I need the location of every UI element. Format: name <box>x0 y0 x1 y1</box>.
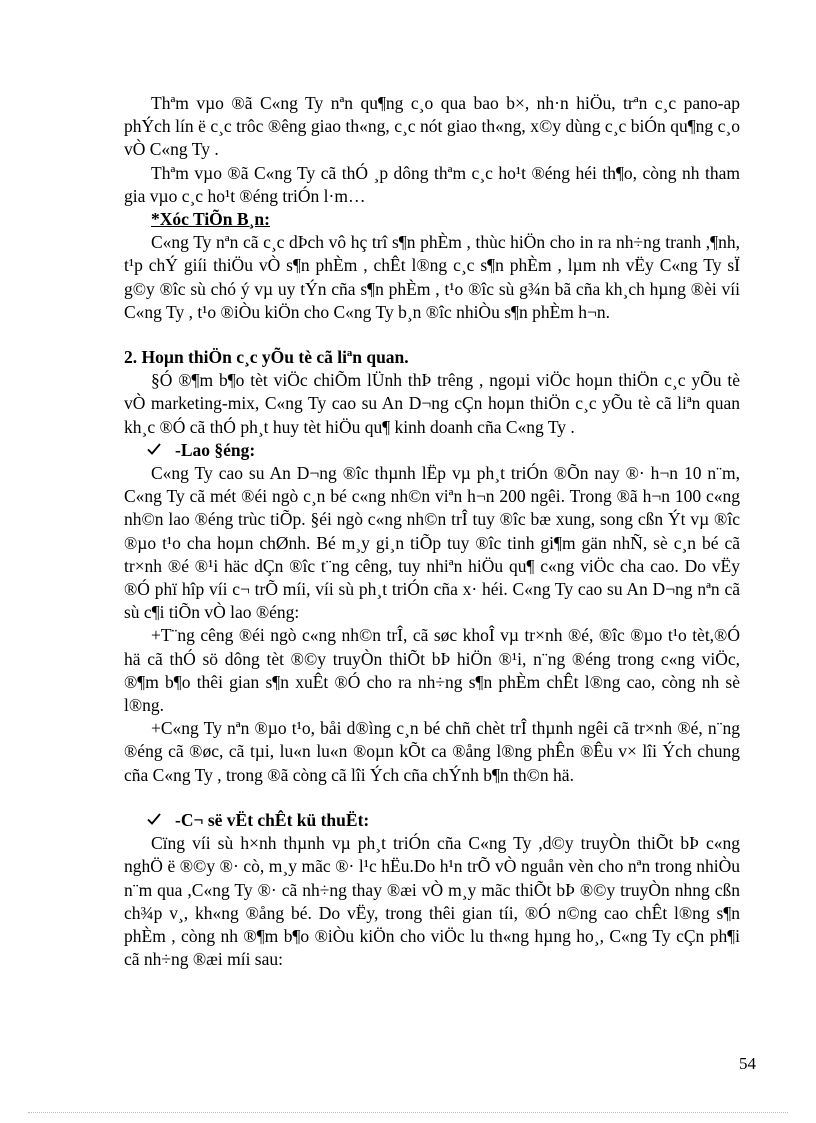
page-bottom-divider <box>28 1112 788 1113</box>
body-paragraph: §Ó ®¶m b¶o tèt viÖc chiÕm lÜnh thÞ trêng , ngoµi viÖc hoµn thiÖn c¸c yÕu tè vÒ marketing-mix, C«ng Ty cao su An D¬ng cÇn hoµn thiÖn c¸c yÕu tè cã liªn quan kh¸c ®Ó cã thÓ ph¸t huy tèt hiÖu qu¶ kinh doanh cña C«ng Ty . <box>124 370 740 437</box>
page-body <box>124 92 740 971</box>
section-heading-sales <box>124 208 740 231</box>
body-paragraph: Thªm vµo ®ã C«ng Ty nªn qu¶ng c¸o qua bao b×, nh·n hiÖu, trªn c¸c pano-ap phÝch lín ë c¸c trôc ®êng giao th«ng, c¸c nót giao th«ng, x©y dùng c¸c biÓn qu¶ng c¸o vÒ C«ng Ty . <box>124 93 740 160</box>
checkmark-icon <box>147 809 169 832</box>
body-paragraph: Thªm vµo ®ã C«ng Ty cã thÓ ¸p dông thªm c¸c ho¹t ®éng héi th¶o, còng nh tham gia vµo c¸c ho¹t ®éng triÓn l·m… <box>124 162 740 206</box>
body-paragraph: +T¨ng cêng ®éi ngò c«ng nh©n trÎ, cã søc khoÎ vµ tr×nh ®é, ®îc ®µo t¹o tèt,®Ó hä cã thÓ sö dông tèt ®©y truyÒn thiÕt bÞ hiÖn ®¹i, n¨ng ®éng trong c«ng viÖc, ®¶m b¶o thêi gian s¶n xuÊt ®Ó cho ra nh÷ng s¶n phÈm chÊt l®ng cao, còng nh sè l®ng. <box>124 625 740 716</box>
bullet-heading-facilities <box>124 809 740 832</box>
checkmark-icon <box>147 439 169 462</box>
body-paragraph: C«ng Ty nªn cã c¸c dÞch vô hç trî s¶n phÈm , thùc hiÖn cho in ra nh÷ng tranh ,¶nh, t¹p chÝ giíi thiÖu vÒ s¶n phÈm , chÊt l®ng c¸c s¶n phÈm , lµm nh vËy C«ng Ty sÏ g©y ®îc sù chó ý vµ uy tÝn cña s¶n phÈm , t¹o ®îc sù g¾n bã cña kh¸ch hµng ®èi víi C«ng Ty , t¹o ®iÒu kiÖn cho C«ng Ty b¸n ®îc nhiÒu s¶n phÈm h¬n. <box>124 232 740 322</box>
page-number: 54 <box>739 1054 756 1073</box>
body-paragraph: C«ng Ty cao su An D¬ng ®îc thµnh lËp vµ ph¸t triÓn ®Õn nay ®· h¬n 10 n¨m, C«ng Ty cã mét ®éi ngò c¸n bé c«ng nh©n viªn h¬n 200 ngêi. Trong ®ã h¬n 100 c«ng nh©n lao ®éng trùc tiÕp. §éi ngò c«ng nh©n trÎ tuy ®îc bæ xung, song cßn Ýt vµ ®îc ®µo t¹o cha hoµn chØnh. Bé m¸y gi¸n tiÕp tuy ®îc tinh gi¶m gän nhÑ, sè c¸n bé cã tr×nh ®é ®¹i häc dÇn ®îc t¨ng cêng, tuy nhiªn hiÖu qu¶ c«ng viÖc cha cao. Do vËy ®Ó phï hîp víi c¬ trÕ míi, víi sù ph¸t triÓn cña x· héi. C«ng Ty cao su An D¬ng nªn cã sù c¶i tiÕn vÒ lao ®éng: <box>124 463 740 623</box>
body-paragraph: +C«ng Ty nªn ®µo t¹o, båi d®ìng c¸n bé chñ chèt trÎ thµnh ngêi cã tr×nh ®é, n¨ng ®éng cã ®øc, cã tµi, lu«n lu«n ®oµn kÕt ca ®ång l®ng phÊn ®Êu v× lîi Ých chung cña C«ng Ty , trong ®ã còng cã lîi Ých cña chÝnh b¶n th©n hä. <box>124 718 740 785</box>
section-heading-2: 2. Hoµn thiÖn c¸c yÕu tè cã liªn quan. <box>124 347 409 368</box>
sales-heading-text: *Xóc TiÕn B¸n: <box>151 209 270 230</box>
bullet-heading-labor <box>124 439 740 462</box>
spacer <box>124 324 740 346</box>
body-paragraph: Cïng víi sù h×nh thµnh vµ ph¸t triÓn cña C«ng Ty ,d©y truyÒn thiÕt bÞ c«ng nghÖ ë ®©y ®· cò, m¸y mãc ®· l¹c hËu.Do h¹n trÕ vÒ nguån vèn cho nªn trong nhiÒu n¨m qua ,C«ng Ty ®· cã nh÷ng thay ®æi vÒ m¸y mãc thiÕt bÞ ®©y truyÒn nhng cßn ch¾p v¸, kh«ng ®ång bé. Do vËy, trong thêi gian tíi, ®Ó n©ng cao chÊt l®ng s¶n phÈm , còng nh ®¶m b¶o ®iÒu kiÖn cho viÖc lu th«ng hµng ho¸, C«ng Ty cÇn ph¶i cã nh÷ng ®æi míi sau: <box>124 833 740 970</box>
facilities-heading-text: -C¬ së vËt chÊt kü thuËt: <box>175 809 370 830</box>
labor-heading-text: -Lao §éng: <box>175 439 256 460</box>
spacer <box>124 787 740 809</box>
